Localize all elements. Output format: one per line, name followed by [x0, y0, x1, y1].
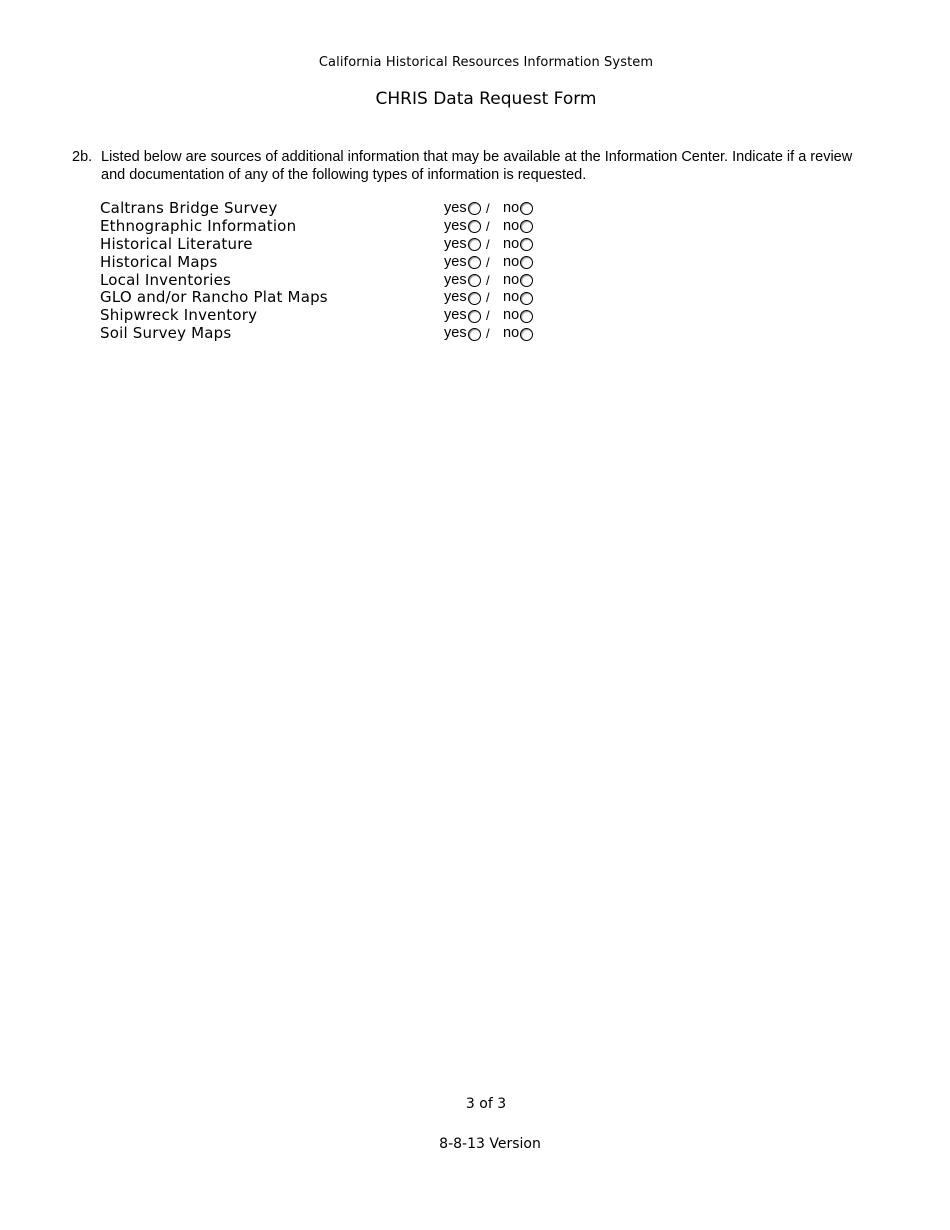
yes-label: yes — [444, 289, 467, 306]
radio-yes-caltrans-bridge-survey[interactable] — [468, 202, 481, 215]
list-item — [100, 218, 560, 236]
list-item — [100, 236, 560, 254]
no-label: no — [503, 271, 520, 288]
version-label: 8-8-13 Version — [439, 1136, 541, 1152]
option-separator: / — [486, 201, 490, 216]
list-item — [100, 254, 560, 272]
no-option — [503, 289, 533, 307]
form-subtitle: California Historical Resources Information System — [318, 55, 654, 70]
list-item — [100, 289, 560, 307]
radio-yes-soil-survey-maps[interactable] — [468, 328, 481, 341]
option-separator: / — [486, 236, 490, 252]
yes-label: yes — [444, 253, 467, 270]
radio-no-glo-rancho-plat-maps[interactable] — [520, 292, 533, 305]
no-option — [503, 307, 533, 325]
list-item — [100, 200, 560, 218]
list-item — [100, 325, 560, 343]
no-label: no — [503, 200, 520, 216]
yes-label: yes — [444, 271, 467, 288]
yes-label: yes — [444, 307, 467, 324]
radio-yes-ethnographic-information[interactable] — [468, 220, 481, 233]
no-option — [503, 254, 533, 272]
yes-option — [444, 289, 481, 307]
no-label: no — [503, 307, 520, 324]
no-option — [503, 272, 533, 290]
item-label-local-inventories: Local Inventories — [100, 270, 232, 289]
radio-yes-historical-maps[interactable] — [468, 256, 481, 269]
no-label: no — [503, 253, 520, 270]
radio-yes-glo-rancho-plat-maps[interactable] — [468, 292, 481, 305]
option-separator: / — [486, 218, 490, 234]
option-separator: / — [486, 254, 490, 270]
radio-yes-historical-literature[interactable] — [468, 238, 481, 251]
option-separator: / — [486, 272, 490, 288]
no-label: no — [503, 325, 520, 342]
radio-yes-shipwreck-inventory[interactable] — [468, 310, 481, 323]
item-label-caltrans-bridge-survey: Caltrans Bridge Survey — [100, 199, 278, 217]
no-option — [503, 325, 533, 343]
question-number: 2b. — [72, 149, 93, 165]
no-option — [503, 218, 533, 236]
yes-option — [444, 254, 481, 272]
option-separator: / — [486, 308, 490, 324]
list-item — [100, 272, 560, 290]
item-label-historical-literature: Historical Literature — [100, 234, 253, 253]
no-option — [503, 236, 533, 254]
yes-option — [444, 272, 481, 290]
form-title: CHRIS Data Request Form — [375, 89, 597, 109]
radio-no-ethnographic-information[interactable] — [520, 220, 533, 233]
item-label-glo-rancho-plat-maps: GLO and/or Rancho Plat Maps — [100, 288, 328, 307]
radio-no-caltrans-bridge-survey[interactable] — [520, 202, 533, 215]
yes-option — [444, 200, 481, 218]
yes-label: yes — [444, 200, 467, 216]
no-option — [503, 200, 533, 218]
item-label-shipwreck-inventory: Shipwreck Inventory — [100, 306, 258, 325]
question-text: Listed below are sources of additional information that may be available at the Information Center. Indicate if a review and documentation of any of the following types of information is requested. — [101, 149, 853, 183]
item-label-soil-survey-maps: Soil Survey Maps — [100, 324, 232, 343]
no-label: no — [503, 217, 520, 234]
yes-option — [444, 236, 481, 254]
yes-label: yes — [444, 235, 467, 252]
yes-option — [444, 307, 481, 325]
page-number: 3 of 3 — [465, 1096, 507, 1112]
radio-no-historical-literature[interactable] — [520, 238, 533, 251]
radio-yes-local-inventories[interactable] — [468, 274, 481, 287]
source-list — [100, 200, 560, 343]
yes-option — [444, 218, 481, 236]
option-separator: / — [486, 290, 490, 306]
radio-no-local-inventories[interactable] — [520, 274, 533, 287]
yes-label: yes — [444, 217, 467, 234]
item-label-historical-maps: Historical Maps — [100, 252, 218, 271]
yes-label: yes — [444, 325, 467, 342]
radio-no-soil-survey-maps[interactable] — [520, 328, 533, 341]
radio-no-shipwreck-inventory[interactable] — [520, 310, 533, 323]
no-label: no — [503, 235, 520, 252]
yes-option — [444, 325, 481, 343]
option-separator: / — [486, 326, 490, 342]
item-label-ethnographic-information: Ethnographic Information — [100, 216, 297, 235]
radio-no-historical-maps[interactable] — [520, 256, 533, 269]
no-label: no — [503, 289, 520, 306]
list-item — [100, 307, 560, 325]
